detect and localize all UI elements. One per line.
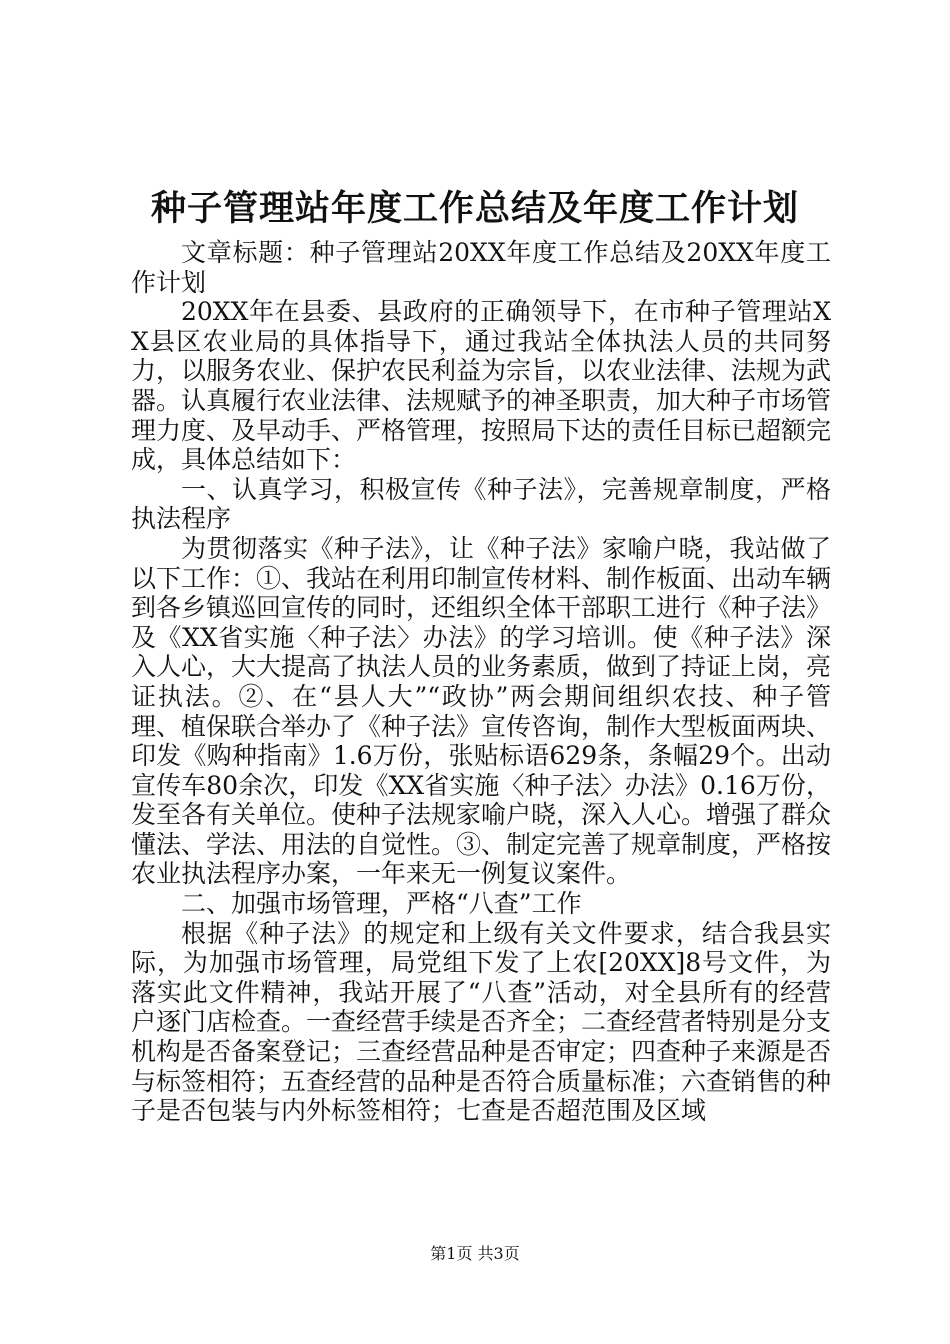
section-2-paragraph: 根据《种子法》的规定和上级有关文件要求，结合我县实际，为加强市场管理，局党组下发了上农[20XX]8号文件，为落实此文件精神，我站开展了“八查”活动，对全县所有的经营户逐门店检查。一查经营手续是否齐全；二查经营者特别是分支机构是否备案登记；三查经营品种是否审定；四查种子来源是否与标签相符；五查经营的品种是否符合质量标准；六查销售的种子是否包装与内外标签相符；七查是否超范围及区域 [131, 918, 832, 1126]
article-heading-paragraph: 文章标题：种子管理站20XX年度工作总结及20XX年度工作计划 [131, 238, 831, 297]
section-1-paragraph: 为贯彻落实《种子法》，让《种子法》家喻户晓，我站做了以下工作：①、我站在利用印制宣传材料、制作板面、出动车辆到各乡镇巡回宣传的同时，还组织全体干部职工进行《种子法》及《XX省实施〈种子法〉办法》的学习培训。使《种子法》深入人心，大大提高了执法人员的业务素质，做到了持证上岗，亮证执法。②、在“县人大”“政协”两会期间组织农技、种子管理、植保联合举办了《种子法》宣传咨询，制作大型板面两块、印发《购种指南》1.6万份，张贴标语629条，条幅29个。出动宣传车80余次，印发《XX省实施〈种子法〉办法》0.16万份，发至各有关单位。使种子法规家喻户晓，深入人心。增强了群众懂法、学法、用法的自觉性。③、制定完善了规章制度，严格按农业执法程序办案，一年来无一例复议案件。 [131, 533, 832, 889]
document-title: 种子管理站年度工作总结及年度工作计划 [150, 189, 799, 229]
section-heading-1: 一、认真学习，积极宣传《种子法》，完善规章制度，严格执法程序 [131, 474, 831, 534]
intro-paragraph: 20XX年在县委、县政府的正确领导下，在市种子管理站XX县区农业局的具体指导下，通过我站全体执法人员的共同努力，以服务农业、保护农民利益为宗旨，以农业法律、法规为武器。认真履行农业法律、法规赋予的神圣职责，加大种子市场管理力度、及早动手、严格管理，按照局下达的责任目标已超额完成，具体总结如下： [131, 297, 832, 475]
document-body [131, 238, 831, 1126]
page-footer: 第1页 共3页 [430, 1244, 520, 1263]
section-heading-2: 二、加强市场管理，严格“八查”工作 [181, 889, 582, 919]
